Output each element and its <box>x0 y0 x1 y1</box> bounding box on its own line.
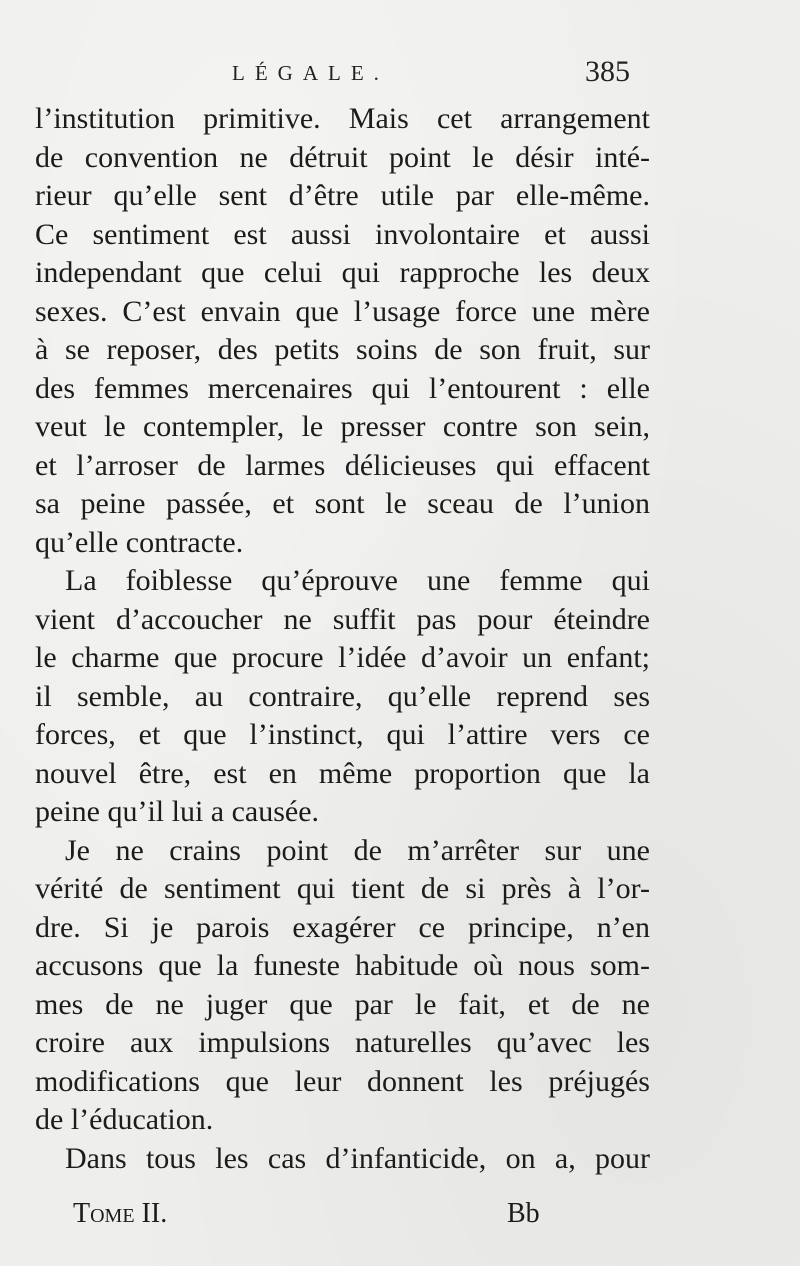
text-line: vérité de sentiment qui tient de si près à l’or- <box>35 872 650 905</box>
body-text <box>35 100 650 1178</box>
paragraph-end-line: qu’elle contracte. <box>35 525 244 559</box>
volume-label: Tome II. <box>73 1198 168 1229</box>
text-line: sexes. C’est envain que l’usage force une mère <box>35 294 650 328</box>
text-line: croire aux impulsions naturelles qu’avec les <box>35 1026 650 1059</box>
text-line: forces, et que l’instinct, qui l’attire vers ce <box>35 718 650 751</box>
signature-mark: Bb <box>507 1198 540 1229</box>
text-line: et l’arroser de larmes délicieuses qui effacent <box>35 448 650 482</box>
text-line: veut le contempler, le presser contre son sein, <box>35 410 650 443</box>
page-header <box>0 55 800 99</box>
paragraph-end-line: peine qu’il lui a causée. <box>35 795 320 828</box>
text-line: independant que celui qui rapproche les deux <box>35 256 650 289</box>
text-line: Ce sentiment est aussi involontaire et aussi <box>35 217 650 251</box>
running-head: LÉGALE. <box>232 61 389 85</box>
text-line: rieur qu’elle sent d’être utile par elle-même. <box>35 179 650 212</box>
paragraph-end-line: de l’éducation. <box>35 1103 214 1136</box>
text-line: sa peine passée, et sont le sceau de l’union <box>35 487 650 520</box>
paragraph-start-line: Dans tous les cas d’infanticide, on a, pour <box>65 1141 650 1175</box>
text-line: le charme que procure l’idée d’avoir un enfant; <box>35 641 650 674</box>
paragraph-start-line: Je ne crains point de m’arrêter sur une <box>65 833 650 867</box>
text-line: mes de ne juger que par le fait, et de ne <box>35 987 650 1021</box>
text-line: nouvel être, est en même proportion que la <box>35 756 650 790</box>
text-line: vient d’accoucher ne suffit pas pour éteindre <box>35 602 650 636</box>
page-number: 385 <box>585 55 630 88</box>
page-footer <box>0 1198 800 1238</box>
text-line: à se reposer, des petits soins de son fruit, sur <box>35 333 650 366</box>
text-line: l’institution primitive. Mais cet arrangement <box>35 102 650 135</box>
paragraph-start-line: La foiblesse qu’éprouve une femme qui <box>65 564 650 597</box>
text-line: il semble, au contraire, qu’elle reprend ses <box>35 679 650 713</box>
text-line: des femmes mercenaires qui l’entourent : elle <box>35 371 650 405</box>
text-line: de convention ne détruit point le désir inté- <box>35 140 650 174</box>
text-line: modifications que leur donnent les préjugés <box>35 1064 650 1098</box>
text-line: accusons que la funeste habitude où nous som- <box>35 949 650 982</box>
text-line: dre. Si je parois exagérer ce principe, n’en <box>35 910 650 944</box>
